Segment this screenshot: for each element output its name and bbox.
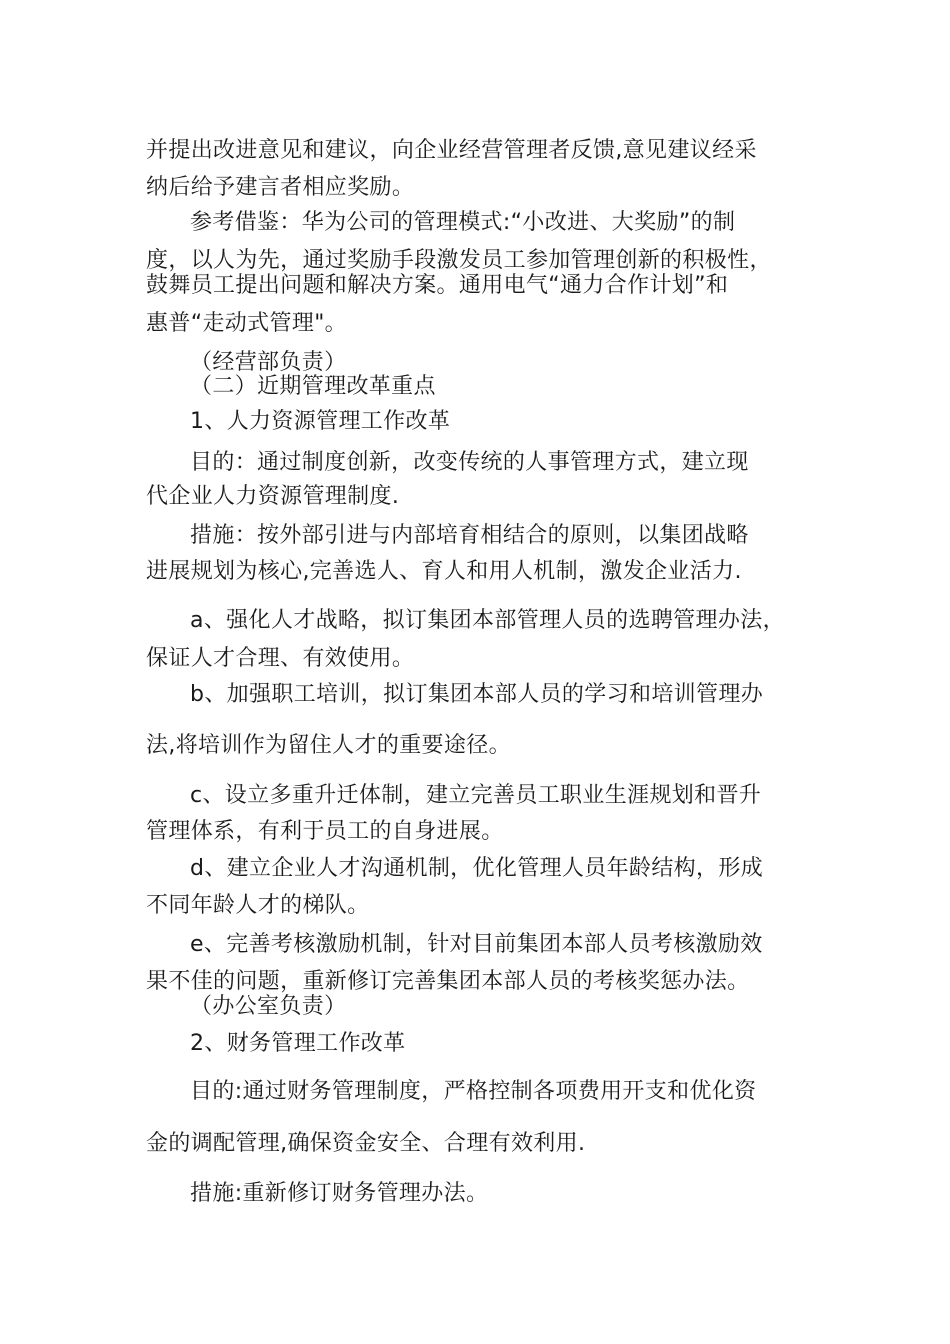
text-line: 管理体系，有利于员工的自身进展。 bbox=[146, 819, 504, 844]
text-line: 进展规划为核心,完善选人、育人和用人机制，激发企业活力. bbox=[146, 559, 742, 584]
text-line: （办公室负责） bbox=[190, 994, 347, 1019]
text-line: 保证人才合理、有效使用。 bbox=[146, 646, 415, 671]
text-line: 参考借鉴：华为公司的管理模式:“小改进、大奖励”的制 bbox=[190, 210, 736, 235]
text-line: e、完善考核激励机制，针对目前集团本部人员考核激励效 bbox=[190, 932, 763, 957]
subsection-heading: 1、人力资源管理工作改革 bbox=[190, 409, 451, 434]
text-line: 度，以人为先，通过奖励手段激发员工参加管理创新的积极性， bbox=[146, 248, 772, 273]
text-line: 惠普“走动式管理"。 bbox=[146, 311, 348, 336]
text-line: 不同年龄人才的梯队。 bbox=[146, 893, 370, 918]
text-line: 代企业人力资源管理制度. bbox=[146, 484, 400, 509]
text-line: b、加强职工培训，拟订集团本部人员的学习和培训管理办 bbox=[190, 682, 764, 707]
text-line: 鼓舞员工提出问题和解决方案。通用电气“通力合作计划”和 bbox=[146, 273, 729, 298]
text-line: 金的调配管理,确保资金安全、合理有效利用. bbox=[146, 1131, 586, 1156]
text-line: 目的:通过财务管理制度，严格控制各项费用开支和优化资 bbox=[190, 1079, 757, 1104]
text-line: c、设立多重升迁体制，建立完善员工职业生涯规划和晋升 bbox=[190, 783, 762, 808]
text-line: 目的：通过制度创新，改变传统的人事管理方式，建立现 bbox=[190, 450, 749, 475]
text-line: （经营部负责） bbox=[190, 350, 347, 375]
text-line: 果不佳的问题，重新修订完善集团本部人员的考核奖惩办法。 bbox=[146, 969, 750, 994]
text-line: a、强化人才战略，拟订集团本部管理人员的选聘管理办法， bbox=[190, 608, 785, 633]
subsection-heading: 2、财务管理工作改革 bbox=[190, 1031, 406, 1056]
text-line: 并提出改进意见和建议，向企业经营管理者反馈,意见建议经采 bbox=[146, 138, 757, 163]
section-heading: （二）近期管理改革重点 bbox=[190, 374, 436, 399]
text-line: 法,将培训作为留住人才的重要途径。 bbox=[146, 733, 511, 758]
text-line: 措施：按外部引进与内部培育相结合的原则，以集团战略 bbox=[190, 523, 749, 548]
text-line: 纳后给予建言者相应奖励。 bbox=[146, 175, 415, 200]
text-line: 措施:重新修订财务管理办法。 bbox=[190, 1181, 489, 1206]
text-line: d、建立企业人才沟通机制，优化管理人员年龄结构，形成 bbox=[190, 856, 764, 881]
